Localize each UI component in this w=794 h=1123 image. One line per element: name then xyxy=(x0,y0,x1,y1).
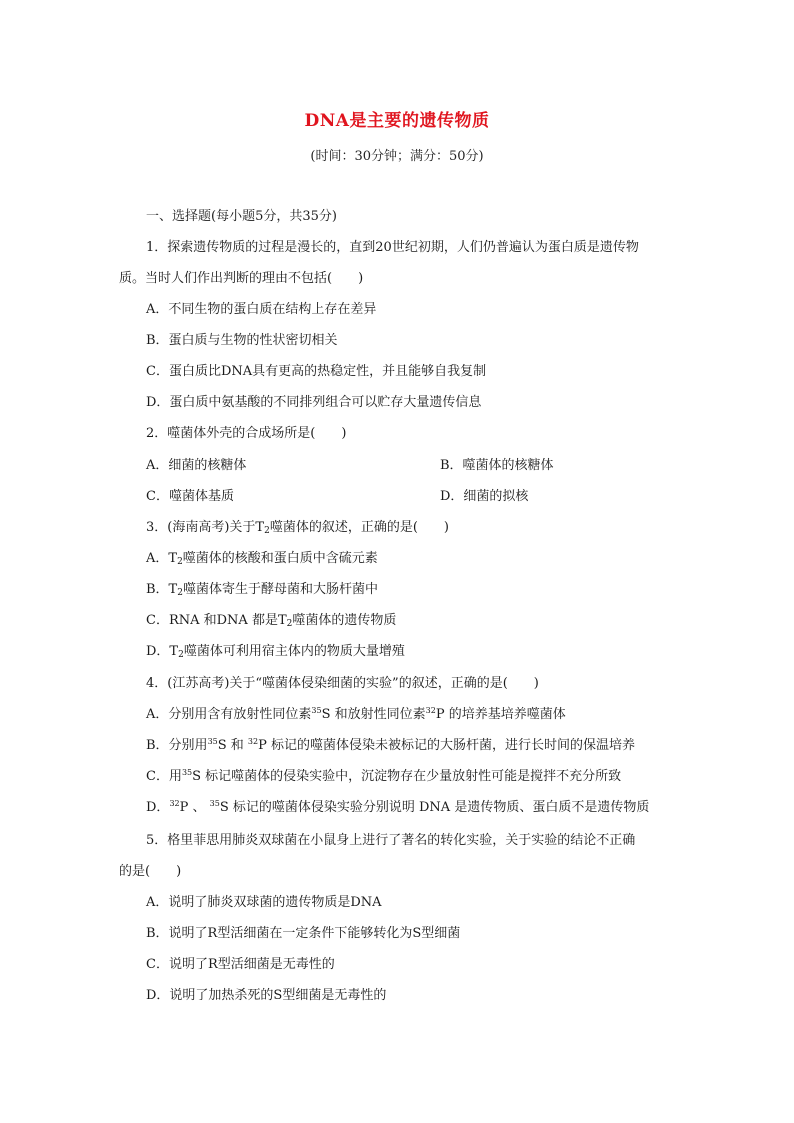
exam-info: (时间：30分钟；满分：50分) xyxy=(310,149,484,164)
q3-b-pre: B．T xyxy=(146,582,178,597)
section-heading: 一、选择题(每小题5分，共35分) xyxy=(146,209,337,224)
q4-b-3: P 标记的噬菌体侵染未被标记的大肠杆菌，进行长时间的保温培养 xyxy=(258,738,635,753)
q3-stem-post: 噬菌体的叙述，正确的是( ) xyxy=(269,520,449,535)
q4-d-sup2: 35 xyxy=(209,799,220,808)
q1-stem-line1: 1．探索遗传物质的过程是漫长的，直到20世纪初期，人们仍普遍认为蛋白质是遗传物 xyxy=(146,240,639,255)
q4-option-b xyxy=(146,737,635,755)
q3-b-post: 噬菌体寄生于酵母菌和大肠杆菌中 xyxy=(182,582,378,597)
q4-b-2: S 和 xyxy=(217,738,248,753)
q3-d-post: 噬菌体可利用宿主体内的物质大量增殖 xyxy=(183,644,405,659)
q3-option-a xyxy=(146,550,378,568)
q4-c-sup1: 35 xyxy=(181,768,193,777)
q2-option-c: C．噬菌体基质 xyxy=(146,489,234,504)
q3-option-b xyxy=(146,581,378,599)
q3-option-d xyxy=(146,643,405,661)
q3-d-sub: 2 xyxy=(178,650,184,660)
q4-stem: 4．(江苏高考)关于“噬菌体侵染细菌的实验”的叙述，正确的是( ) xyxy=(146,676,539,691)
q3-a-sub: 2 xyxy=(177,557,183,567)
q4-option-a xyxy=(146,706,566,724)
q2-option-a: A．细菌的核糖体 xyxy=(146,458,247,473)
q3-option-c xyxy=(146,612,396,630)
q3-a-post: 噬菌体的核酸和蛋白质中含硫元素 xyxy=(182,551,378,566)
q2-option-b: B．噬菌体的核糖体 xyxy=(440,458,554,473)
q4-option-d xyxy=(146,799,649,817)
q3-c-pre: C．RNA 和DNA 都是T xyxy=(146,613,287,628)
q3-stem-pre: 3．(海南高考)关于T xyxy=(146,520,265,535)
q4-a-2: S 和放射性同位素 xyxy=(321,707,426,722)
q4-b-sup2: 32 xyxy=(247,737,259,746)
q3-a-pre: A．T xyxy=(146,551,178,566)
q4-b-sup1: 35 xyxy=(207,737,218,746)
q4-d-sup1: 32 xyxy=(169,799,180,808)
q1-option-c: C．蛋白质比DNA具有更高的热稳定性，并且能够自我复制 xyxy=(146,364,487,379)
q3-c-post: 噬菌体的遗传物质 xyxy=(292,613,397,628)
q5-stem-line2: 的是( ) xyxy=(119,864,182,879)
q4-c-2: S 标记噬菌体的侵染实验中，沉淀物存在少量放射性可能是搅拌不充分所致 xyxy=(192,769,622,784)
q4-a-sup1: 35 xyxy=(311,706,322,715)
q5-stem-line1: 5．格里菲思用肺炎双球菌在小鼠身上进行了著名的转化实验，关于实验的结论不正确 xyxy=(146,833,636,848)
q2-option-d: D．细菌的拟核 xyxy=(440,489,529,504)
q4-b-1: B．分别用 xyxy=(146,738,208,753)
q5-option-a: A．说明了肺炎双球菌的遗传物质是DNA xyxy=(146,895,382,910)
q5-option-c: C．说明了R型活细菌是无毒性的 xyxy=(146,957,335,972)
q4-a-1: A．分别用含有放射性同位素 xyxy=(146,707,312,722)
q4-a-sup2: 32 xyxy=(425,706,436,715)
q1-option-a: A．不同生物的蛋白质在结构上存在差异 xyxy=(146,302,377,317)
page-title: DNA是主要的遗传物质 xyxy=(304,111,490,131)
q3-b-sub: 2 xyxy=(177,588,183,598)
q3-stem xyxy=(146,519,449,537)
q5-option-d: D．说明了加热杀死的S型细菌是无毒性的 xyxy=(146,988,387,1003)
q3-c-sub: 2 xyxy=(286,619,293,629)
q4-a-3: P 的培养基培养噬菌体 xyxy=(435,707,566,722)
q2-stem: 2．噬菌体外壳的合成场所是( ) xyxy=(146,426,347,441)
q4-d-2: P 、 xyxy=(179,800,210,815)
q1-option-d: D．蛋白质中氨基酸的不同排列组合可以贮存大量遗传信息 xyxy=(146,395,482,410)
q4-d-3: S 标记的噬菌体侵染实验分别说明 DNA 是遗传物质、蛋白质不是遗传物质 xyxy=(219,800,650,815)
q4-option-c xyxy=(146,768,621,786)
q1-option-b: B．蛋白质与生物的性状密切相关 xyxy=(146,333,338,348)
q1-stem-line2: 质。当时人们作出判断的理由不包括( ) xyxy=(119,271,364,286)
q5-option-b: B．说明了R型活细菌在一定条件下能够转化为S型细菌 xyxy=(146,926,461,941)
q3-stem-sub: 2 xyxy=(264,526,270,536)
q4-c-1: C．用 xyxy=(146,769,182,784)
q4-d-1: D． xyxy=(146,800,170,815)
q3-d-pre: D．T xyxy=(146,644,179,659)
